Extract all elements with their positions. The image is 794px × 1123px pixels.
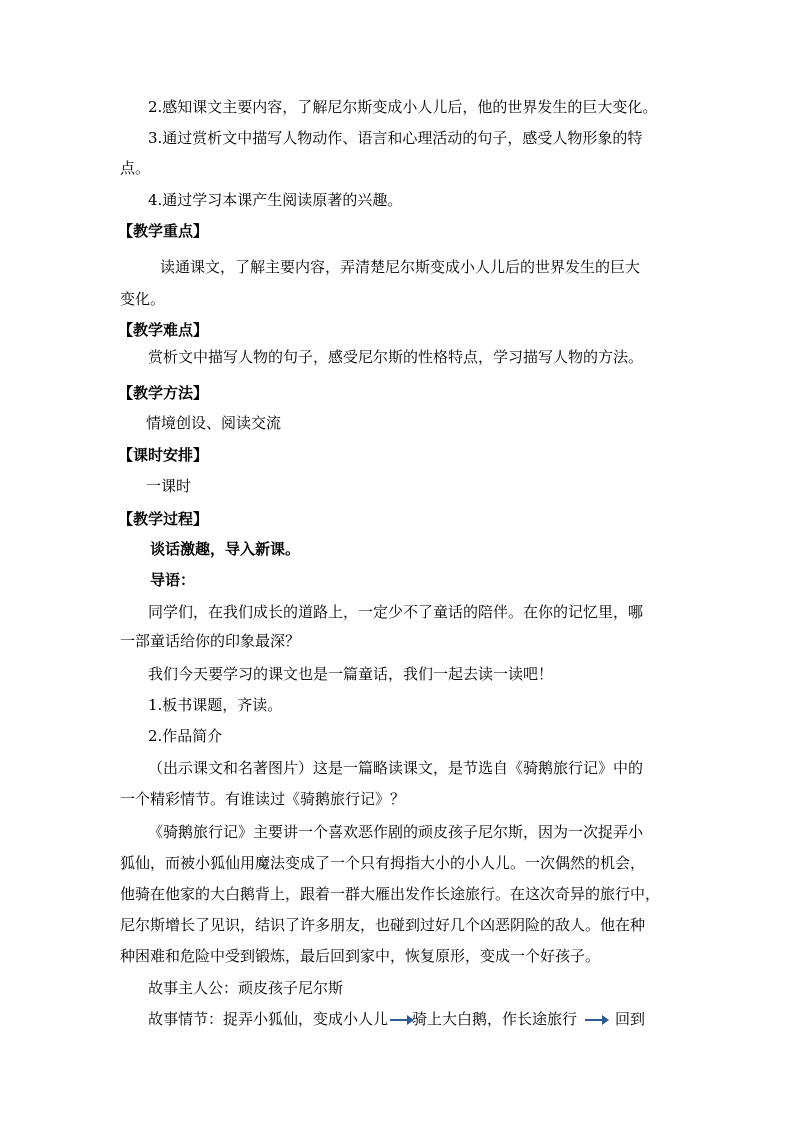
work-intro: （出示课文和名著图片）这是一篇略读课文，是节选自《骑鹅旅行记》中的 [148,759,644,777]
objective-3-cont: 点。 [120,159,151,177]
summary-line-5: 种困难和危险中受到锻炼，最后回到家中，恢复原形，变成一个好孩子。 [120,947,601,965]
lesson-intro: 我们今天要学习的课文也是一篇童话，我们一起去读一读吧！ [148,665,554,683]
objective-3: 3.通过赏析文中描写人物动作、语言和心理活动的句子，感受人物形象的特 [148,129,643,147]
process-heading: 【教学过程】 [118,510,209,528]
step-1: 1.板书课题，齐读。 [148,696,283,714]
summary-line-1: 《骑鹅旅行记》主要讲一个喜欢恶作剧的顽皮孩子尼尔斯，因为一次捉弄小 [148,823,644,841]
key-points-text-cont: 变化。 [120,290,166,308]
intro-title: 谈话激趣，导入新课。 [150,540,301,558]
plot-part-2: 骑上大白鹅，作长途旅行 [412,1010,578,1028]
step-2: 2.作品简介 [148,727,223,745]
plot-part-1: 故事情节：捉弄小狐仙，变成小人儿 [148,1010,389,1028]
summary-line-2: 狐仙，而被小狐仙用魔法变成了一个只有拇指大小的小人儿。一次偶然的机会， [120,854,646,872]
guide-label: 导语： [150,571,196,589]
objective-4: 4.通过学习本课产生阅读原著的兴趣。 [148,191,403,209]
difficulties-heading: 【教学难点】 [118,321,209,339]
protagonist: 故事主人公：顽皮孩子尼尔斯 [148,979,344,997]
right-arrow-icon [585,1019,605,1021]
summary-line-4: 尼尔斯增长了见识，结识了许多朋友，也碰到过好几个凶恶阴险的敌人。他在种 [120,916,646,934]
plot-part-3: 回到 [615,1010,646,1028]
intro-paragraph: 同学们，在我们成长的道路上，一定少不了童话的陪伴。在你的记忆里，哪 [148,603,644,621]
work-intro-cont: 一个精彩情节。有谁读过《骑鹅旅行记》？ [120,790,406,808]
schedule-heading: 【课时安排】 [118,446,209,464]
right-arrow-icon [390,1019,410,1021]
plot-line [148,1008,645,1030]
schedule-text: 一课时 [146,477,192,495]
objective-2: 2.感知课文主要内容，了解尼尔斯变成小人儿后，他的世界发生的巨大变化。 [148,98,658,116]
key-points-text: 读通课文，了解主要内容，弄清楚尼尔斯变成小人儿后的世界发生的巨大 [160,258,641,276]
summary-line-3: 他骑在他家的大白鹅背上，跟着一群大雁出发作长途旅行。在这次奇异的旅行中， [120,885,661,903]
key-points-heading: 【教学重点】 [118,222,209,240]
difficulties-text: 赏析文中描写人物的句子，感受尼尔斯的性格特点，学习描写人物的方法。 [148,348,644,366]
intro-paragraph-cont: 一部童话给你的印象最深？ [120,632,301,650]
methods-heading: 【教学方法】 [118,384,209,402]
methods-text: 情境创设、阅读交流 [146,414,282,432]
